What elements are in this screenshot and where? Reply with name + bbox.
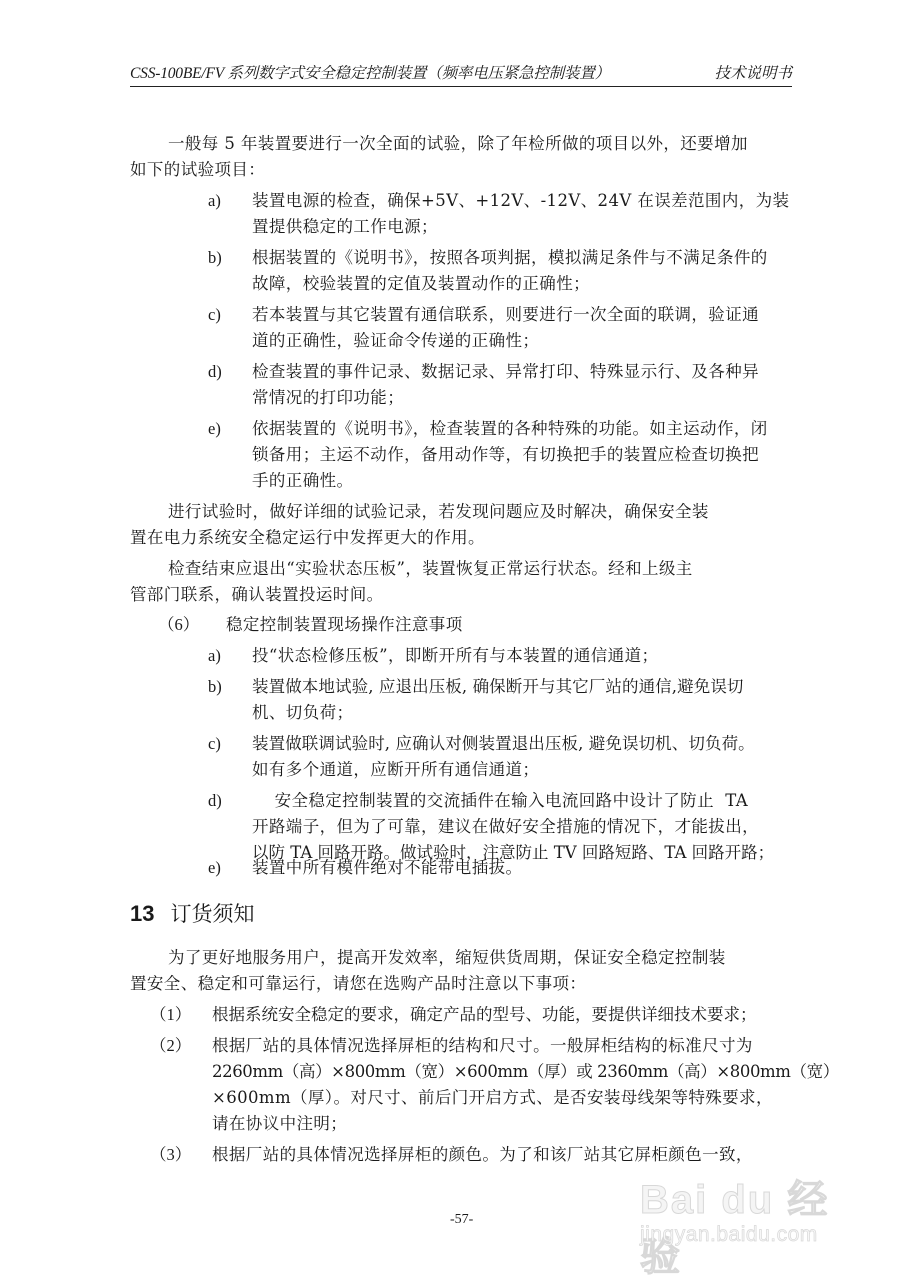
list-item-text: ×600mm（厚）。对尺寸、前后门开启方式、是否安装母线架等特殊要求， (212, 1088, 773, 1107)
list-item-text: 装置做本地试验, 应退出压板, 确保断开与其它厂站的通信,避免误切 (252, 677, 744, 696)
section-heading (130, 898, 254, 928)
list-label: d) (208, 791, 222, 810)
list-item-text: 根据系统安全稳定的要求，确定产品的型号、功能，要提供详细技术要求； (212, 1005, 757, 1024)
list-label: a) (208, 646, 221, 665)
list-item-text: 2260mm（高）×800mm（宽）×600mm（厚）或 2360mm（高）×800mm（宽） (212, 1062, 839, 1081)
list-item-text: 根据装置的《说明书》，按照各项判据，模拟满足条件与不满足条件的 (252, 248, 768, 267)
watermark-url: jingyan.baidu.com (640, 1223, 818, 1246)
list-item-text: 依据装置的《说明书》，检查装置的各种特殊的功能。如主运动作，闭 (252, 419, 768, 438)
list-item-text: 置提供稳定的工作电源； (252, 217, 438, 236)
list-label: c) (208, 734, 221, 753)
list-label: d) (208, 362, 222, 381)
intro-line: 一般每 5 年装置要进行一次全面的试验，除了年检所做的项目以外，还要增加 (168, 134, 748, 153)
baidu-watermark (640, 1168, 860, 1279)
list-label: a) (208, 191, 221, 210)
list-item-text: 故障，校验装置的定值及装置动作的正确性； (252, 274, 590, 293)
section-title: 订货须知 (170, 902, 255, 926)
subsection-title: 稳定控制装置现场操作注意事项 (226, 615, 463, 634)
list-item-text: 开路端子，但为了可靠，建议在做好安全措施的情况下，才能拔出， (252, 817, 759, 836)
list-item-text: 装置电源的检查，确保+5V、+12V、-12V、24V 在误差范围内，为装 (252, 191, 790, 210)
intro-line: 如下的试验项目： (130, 160, 266, 179)
list-item-text: 安全稳定控制装置的交流插件在输入电流回路中设计了防止 TA (252, 791, 749, 810)
header-doc-type: 技术说明书 (714, 65, 792, 82)
paragraph-line: 置在电力系统安全稳定运行中发挥更大的作用。 (130, 528, 485, 547)
list-item-text: 检查装置的事件记录、数据记录、异常打印、特殊显示行、及各种异 (252, 362, 759, 381)
list-item-text: 装置做联调试验时, 应确认对侧装置退出压板, 避免误切机、切负荷。 (252, 734, 755, 753)
list-label: e) (208, 419, 221, 438)
list-item-text: 如有多个通道，应断开所有通信通道； (252, 760, 540, 779)
list-label: b) (208, 677, 222, 696)
list-label: c) (208, 305, 221, 324)
list-item-text: 道的正确性，验证命令传递的正确性； (252, 331, 540, 350)
list-item-text: 投“状态检修压板”，即断开所有与本装置的通信通道； (252, 646, 659, 665)
page-number: -57- (450, 1212, 474, 1227)
list-item-text: 常情况的打印功能； (252, 388, 405, 407)
list-item-text: 手的正确性。 (252, 471, 354, 490)
list-label: e) (208, 858, 221, 877)
section-number: 13 (130, 901, 155, 926)
list-label: （1） (150, 1005, 192, 1024)
list-item-text: 根据厂站的具体情况选择屏柜的结构和尺寸。一般屏柜结构的标准尺寸为 (212, 1036, 753, 1055)
paragraph-line: 管部门联系，确认装置投运时间。 (130, 585, 384, 604)
list-item-text: 根据厂站的具体情况选择屏柜的颜色。为了和该厂站其它屏柜颜色一致， (212, 1145, 753, 1164)
list-item-text: 以防 TA 回路开路。做试验时，注意防止 TV 回路短路、TA 回路开路； (252, 843, 775, 862)
list-item-text: 若本装置与其它装置有通信联系，则要进行一次全面的联调，验证通 (252, 305, 759, 324)
paragraph-line: 置安全、稳定和可靠运行，请您在选购产品时注意以下事项： (130, 974, 587, 993)
list-item-text: 机、切负荷； (252, 703, 354, 722)
list-label: b) (208, 248, 222, 267)
subsection-label: （6） (158, 615, 200, 634)
list-item-text: 锁备用；主运不动作，备用动作等，有切换把手的装置应检查切换把 (252, 445, 759, 464)
running-header (130, 64, 792, 87)
header-title: CSS-100BE/FV 系列数字式安全稳定控制装置（频率电压紧急控制装置） (130, 65, 610, 82)
list-item-text: 请在协议中注明； (212, 1114, 348, 1133)
paragraph-line: 检查结束应退出“实验状态压板”，装置恢复正常运行状态。经和上级主 (168, 559, 693, 578)
paragraph-line: 为了更好地服务用户，提高开发效率，缩短供货周期，保证安全稳定控制装 (168, 948, 726, 967)
watermark-logo-text: Bai du 经验 (640, 1178, 830, 1279)
paragraph-line: 进行试验时，做好详细的试验记录，若发现问题应及时解决，确保安全装 (168, 502, 709, 521)
list-label: （2） (150, 1036, 192, 1055)
list-label: （3） (150, 1145, 192, 1164)
list-item-text: 装置中所有模件绝对不能带电插拔。 (252, 858, 523, 877)
